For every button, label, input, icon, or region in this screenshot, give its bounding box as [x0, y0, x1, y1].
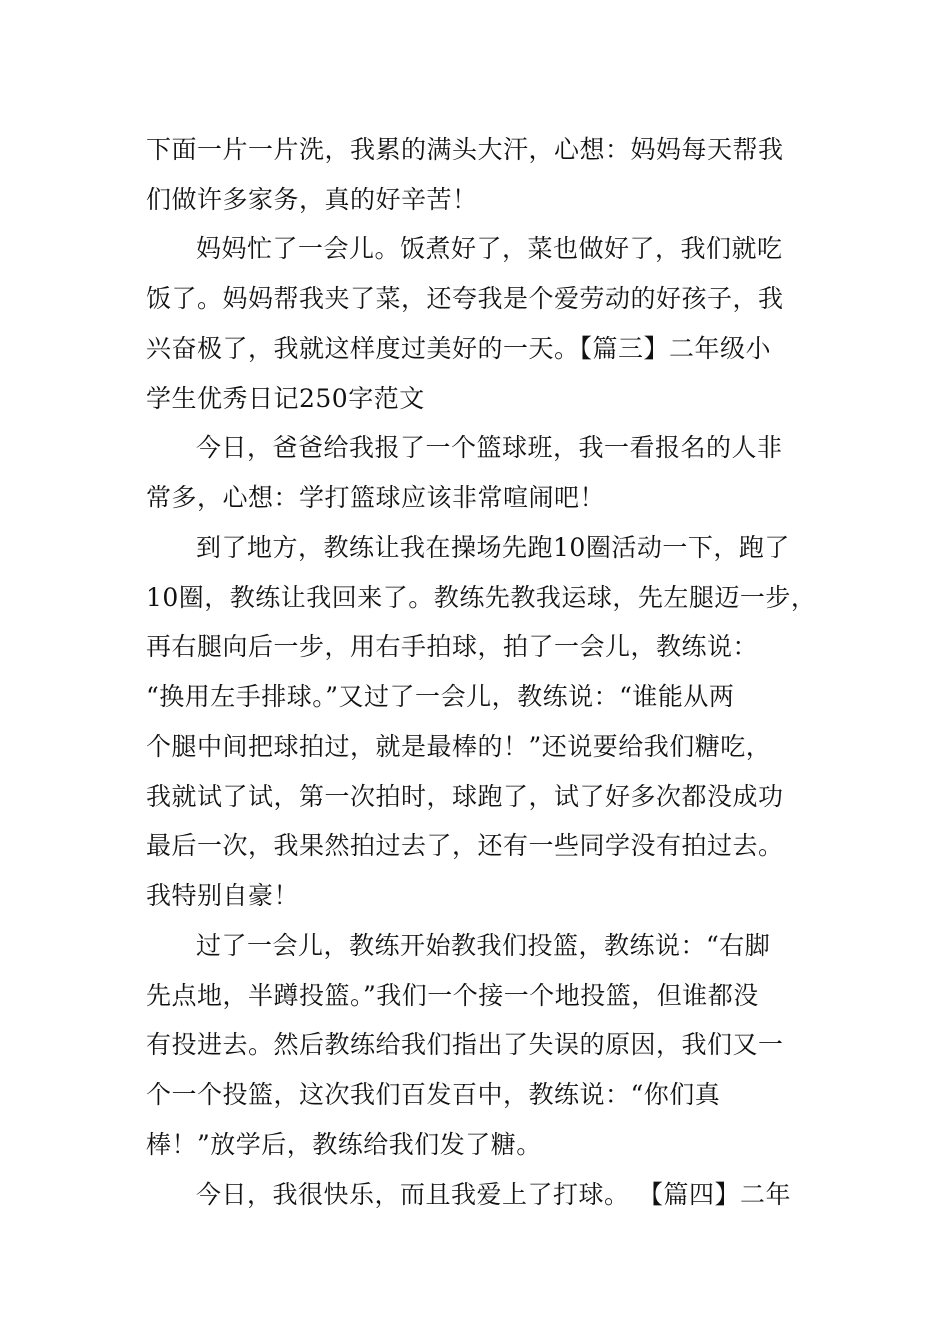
text-line-2: 们做许多家务，真的好辛苦！ — [146, 185, 478, 214]
text-line-4: 饭了。妈妈帮我夹了菜，还夸我是个爱劳动的好孩子，我 — [146, 284, 784, 313]
text-line-15: 最后一次，我果然拍过去了，还有一些同学没有拍过去。 — [146, 831, 784, 860]
text-line-6: 学生优秀日记250字范文 — [146, 384, 425, 413]
text-line-17: 过了一会儿，教练开始教我们投篮，教练说：“右脚 — [196, 931, 771, 960]
text-line-13: 个腿中间把球拍过，就是最棒的！”还说要给我们糖吃， — [146, 732, 772, 761]
text-line-12: “换用左手排球。”又过了一会儿，教练说：“谁能从两 — [146, 682, 735, 711]
text-line-21: 棒！”放学后，教练给我们发了糖。 — [146, 1130, 542, 1159]
text-line-7: 今日，爸爸给我报了一个篮球班，我一看报名的人非 — [196, 433, 783, 462]
text-line-1: 下面一片一片洗，我累的满头大汗，心想：妈妈每天帮我 — [146, 135, 784, 164]
text-line-11: 再右腿向后一步，用右手拍球，拍了一会儿，教练说： — [146, 632, 759, 661]
text-line-8: 常多，心想：学打篮球应该非常喧闹吧！ — [146, 483, 606, 512]
text-line-3: 妈妈忙了一会儿。饭煮好了，菜也做好了，我们就吃 — [196, 234, 783, 263]
text-line-5: 兴奋极了，我就这样度过美好的一天。【篇三】二年级小 — [146, 334, 772, 363]
text-line-9: 到了地方，教练让我在操场先跑10圈活动一下，跑了 — [196, 533, 790, 562]
text-line-14: 我就试了试，第一次拍时，球跑了，试了好多次都没成功 — [146, 782, 784, 811]
text-line-20: 个一个投篮，这次我们百发百中，教练说：“你们真 — [146, 1080, 721, 1109]
text-line-18: 先点地，半蹲投篮。”我们一个接一个地投篮，但谁都没 — [146, 981, 759, 1010]
text-line-19: 有投进去。然后教练给我们指出了失误的原因，我们又一 — [146, 1030, 784, 1059]
text-line-10: 10圈，教练让我回来了。教练先教我运球，先左腿迈一步， — [146, 583, 817, 612]
text-line-16: 我特别自豪！ — [146, 881, 300, 910]
text-line-22: 今日，我很快乐，而且我爱上了打球。 【篇四】二年 — [196, 1180, 791, 1209]
